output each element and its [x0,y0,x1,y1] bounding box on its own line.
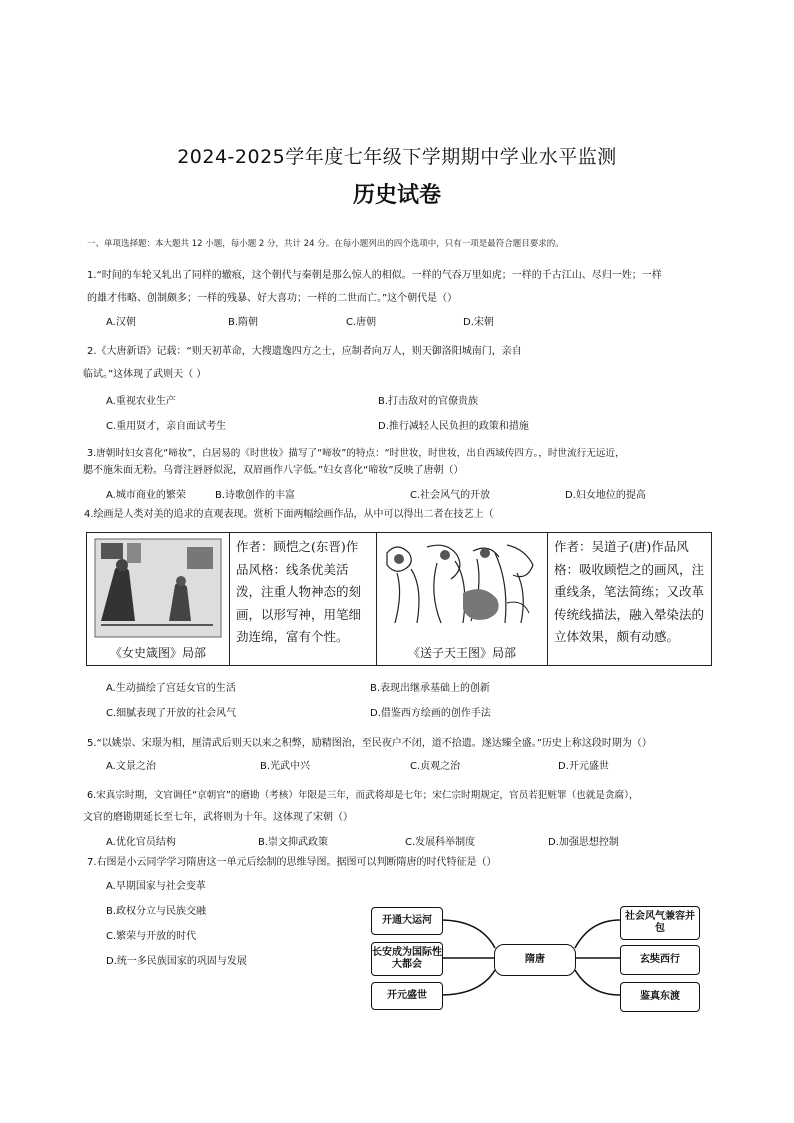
q2-option-c: C.重用贤才，亲自面试考生 [106,421,227,432]
songzi-tianwang-painting [377,533,547,665]
q6-option-d: D.加强思想控制 [548,837,619,848]
q4-option-a: A.生动描绘了宫廷女官的生活 [106,683,236,694]
q6-option-a: A.优化官员结构 [106,837,176,848]
q3-option-a: A.城市商业的繁荣 [106,490,186,501]
question-3-line-2: 腮不施朱面无粉。乌膏注唇唇似泥，双眉画作八字低。”妇女喜化“啼妆”反映了唐朝（） [83,465,464,476]
wu-daozi-description: 作者：吴道子(唐)作品风格：吸收顾恺之的画风，注重线条，笔法简练；又改革传统线描法，融入晕染法的立体效果，颇有动感。 [554,539,705,644]
question-2-line-2: 临试。”这体现了武则天（ ） [83,369,207,380]
gu-kaizhi-description-cell [230,533,377,666]
q4-option-b: B.表现出继承基础上的创新 [370,683,491,694]
songzi-caption: 《送子天王图》局部 [407,646,516,660]
q1-option-b: B.隋朝 [228,317,259,328]
question-4-line-1: 4.绘画是人类对美的追求的直观表现。赏析下面两幅绘画作品，从中可以得出二者在技艺上（ [84,509,494,520]
mindmap-center-sui-tang: 隋唐 [494,944,576,976]
nvshizhen-painting [87,533,229,665]
exam-title: 2024-2025学年度七年级下学期期中学业水平监测 [177,146,617,168]
q1-option-a: A.汉朝 [106,317,136,328]
q2-option-b: B.打击敌对的官僚贵族 [378,396,479,407]
songzi-tianwang-painting-image [377,533,547,643]
question-5-line-1: 5.“以姚崇、宋璟为相，厘清武后则天以来之积弊，励精图治，至民夜户不闭，道不拾遗。遂达臻全盛。”历史上称这段时期为（） [87,738,652,749]
q5-option-a: A.文景之治 [106,761,156,772]
q5-option-b: B.光武中兴 [260,761,311,772]
question-6-line-1: 6.宋真宗时期，文官调任“京朝官”的磨勘（考核）年限是三年，而武将却是七年；宋仁宗时期规定，官员若犯赃罪（也就是贪腐）， [87,790,639,801]
q5-option-d: D.开元盛世 [558,761,609,772]
nvshizhen-painting-image [87,533,229,643]
q1-option-d: D.宋朝 [463,317,494,328]
mindmap-node-changan: 长安成为国际性大都会 [371,942,443,976]
q4-option-d: D.借鉴西方绘画的创作手法 [370,708,491,719]
q7-option-d: D.统一多民族国家的巩固与发展 [106,956,247,967]
mindmap-node-grand-canal: 开通大运河 [371,907,443,935]
wu-daozi-description-cell [548,533,712,666]
q1-option-c: C.唐朝 [346,317,377,328]
question-1-line-1: 1.“时间的车轮又轧出了同样的辙痕，这个朝代与秦朝是那么惊人的相似。一样的气吞万里如虎；一样的千古江山、尽归一姓；一样 [87,270,662,281]
painting-comparison-table [86,532,712,666]
q3-option-d: D.妇女地位的提高 [565,490,646,501]
q3-option-c: C.社会风气的开放 [410,490,491,501]
q7-option-c: C.繁荣与开放的时代 [106,931,197,942]
q6-option-b: B.崇文抑武政策 [258,837,329,848]
nvshizhen-painting-cell [87,533,230,666]
nvshizhen-caption: 《女史箴图》局部 [109,646,206,660]
q2-option-a: A.重视农业生产 [106,396,176,407]
mindmap-node-jianzhen: 鉴真东渡 [620,982,700,1012]
q7-option-b: B.政权分立与民族交融 [106,906,207,917]
q3-option-b: B.诗歌创作的丰富 [215,490,296,501]
q5-option-c: C.贞观之治 [410,761,461,772]
question-2-line-1: 2.《大唐新语》记载：“则天初革命，大搜遗逸四方之士，应制者向万人，则天御洛阳城南门，亲自 [87,346,522,357]
mindmap-node-kaiyuan: 开元盛世 [371,982,443,1010]
section-instructions: 一、单项选择题：本大题共 12 小题，每小题 2 分，共计 24 分。在每小题列出的四个选项中，只有一项是最符合题目要求的。 [87,239,564,249]
q2-option-d: D.推行减轻人民负担的政策和措施 [378,421,529,432]
gu-kaizhi-description: 作者：顾恺之(东晋)作品风格：线条优美活泼，注重人物神态的刻画，以形写神，用笔细劲连绵，富有个性。 [236,539,362,644]
q4-option-c: C.细腻表现了开放的社会风气 [106,708,237,719]
q6-option-c: C.发展科举制度 [405,837,476,848]
question-3-line-1: 3.唐朝时妇女喜化“啼妆”，白居易的《时世妆》描写了“啼妆”的特点：“时世妆，时世妆，出自西域传四方。，时世流行无远近， [87,448,625,459]
mindmap-node-social-customs: 社会风气兼容并包 [620,906,700,940]
question-7-line-1: 7.右图是小云同学学习隋唐这一单元后绘制的思维导图。据图可以判断隋唐的时代特征是（） [87,857,497,868]
songzi-painting-cell [377,533,548,666]
exam-subtitle: 历史试卷 [352,182,441,208]
question-1-line-2: 的雄才伟略、创制颇多；一样的残暴、好大喜功；一样的二世而亡。”这个朝代是（） [87,293,458,304]
q7-option-a: A.早期国家与社会变革 [106,881,206,892]
mindmap-node-xuanzang: 玄奘西行 [620,945,700,975]
question-6-line-2: 文官的磨勘期延长至七年，武将则为十年。这体现了宋朝（） [83,812,353,823]
